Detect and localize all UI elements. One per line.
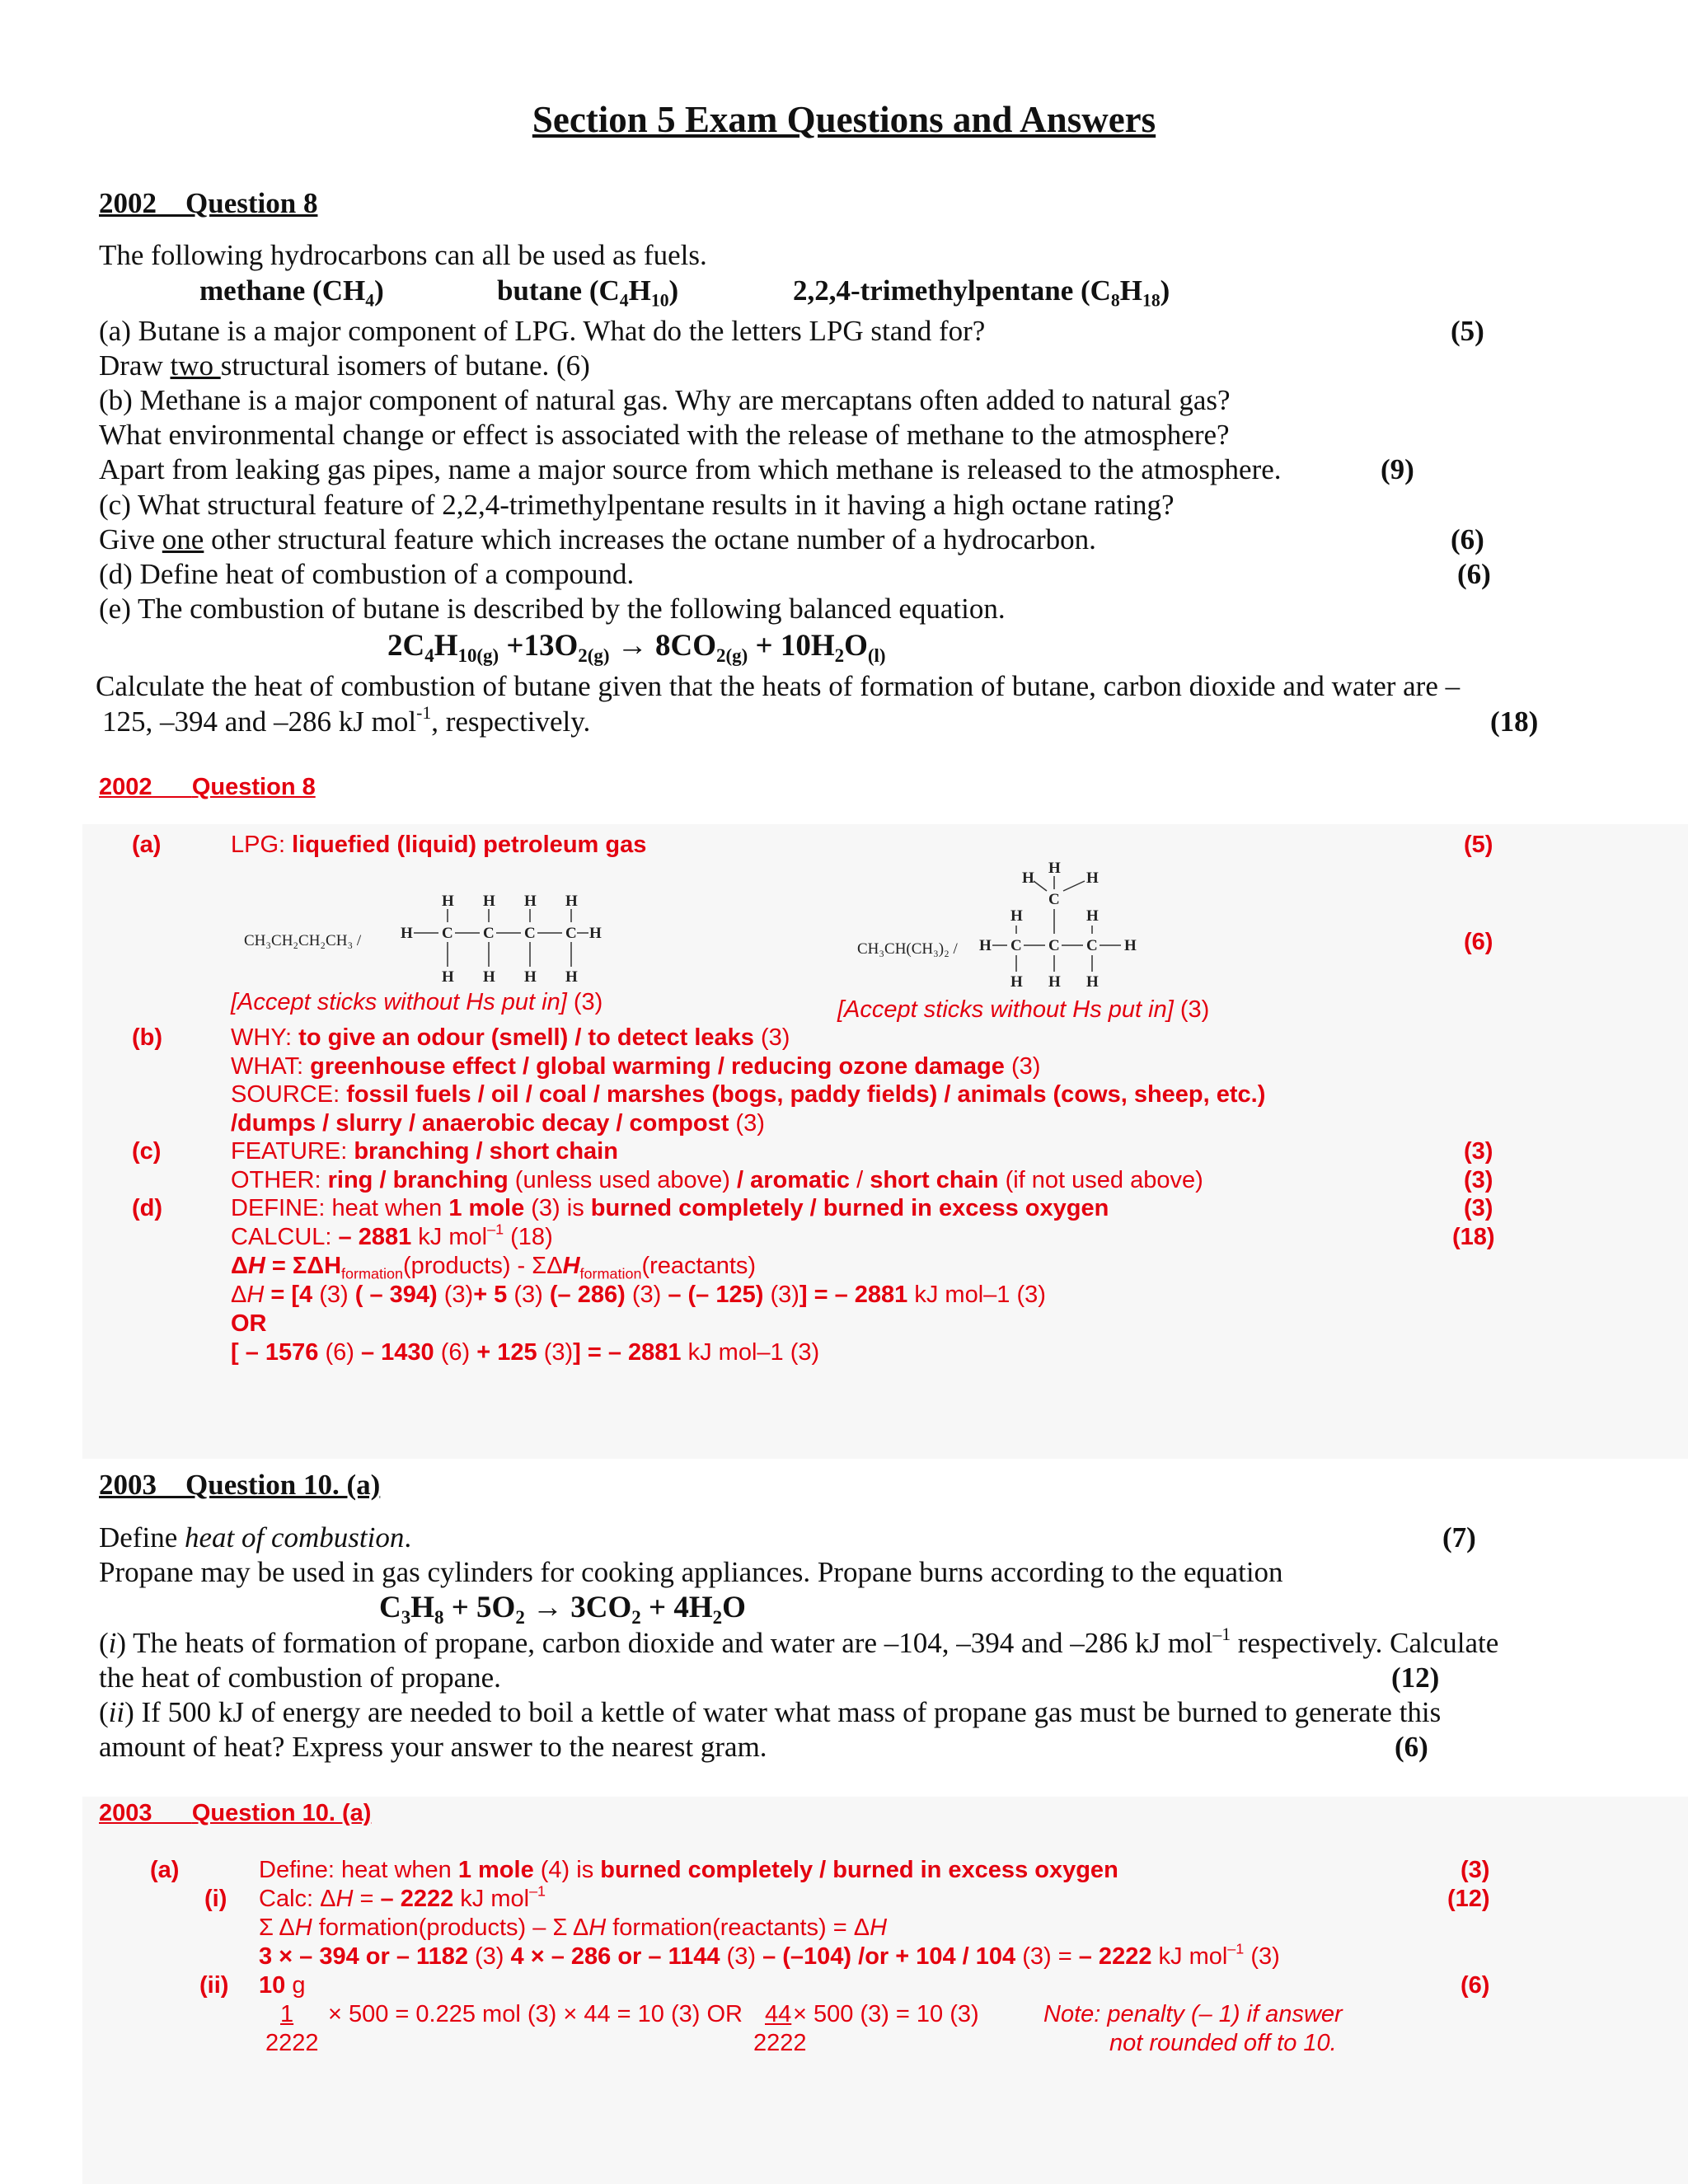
q2002-b-line3: Apart from leaking gas pipes, name a major source from which methane is released to the atmosphere. [99, 453, 1282, 485]
q2002-d-mark: (6) [1457, 558, 1491, 590]
a2002-why: WHY: to give an odour (smell) / to detect leaks (3) [231, 1024, 790, 1051]
svg-text:H: H [1010, 907, 1023, 925]
fuel-butane: butane $(C_4H_{10})$ [497, 274, 679, 311]
q2002-a-line1: (a) Butane is a major component of LPG. What do the letters LPG stand for? [99, 315, 986, 347]
a2003-calc-mark: (12) [1447, 1886, 1490, 1912]
q2003-ii-line1: (ii) If 500 kJ of energy are needed to boil a kettle of water what mass of propane gas must be burned to generate this [99, 1696, 1442, 1728]
q2002-calc-mark: (18) [1490, 705, 1539, 738]
a2002-dh-calc: ΔH = [4 (3) ( – 394) (3)+ 5 (3) (– 286) (3) – (– 125) (3)] = – 2881 kJ mol–1 (3) [231, 1282, 1046, 1308]
a2002-calcul: CALCUL: – 2881 kJ mol$^{-1}$ (18) [231, 1221, 553, 1250]
q2002-d-line: (d) Define heat of combustion of a compound. [99, 558, 635, 590]
a2002-dh-formula: $\Delta H = \Sigma\Delta H_{formation}(products)$ - $\Sigma\Delta H_{formation}(reactants)$ [231, 1253, 757, 1282]
a2002-feature-mark: (3) [1464, 1138, 1493, 1165]
q2002-b-line2: What environmental change or effect is associated with the release of methane to the atmosphere? [99, 419, 1230, 451]
svg-text:H: H [1086, 869, 1099, 887]
q2002-heading [99, 186, 317, 221]
q2002-equation: $2C_4H_{10(g)} +13O_{2(g)} \to 8CO_{2(g)} + 10H_2O_{(l)}$ [387, 629, 886, 667]
a2003-label-ii: (ii) [199, 1972, 229, 1999]
q2002-b-line1: (b) Methane is a major component of natural gas. Why are mercaptans often added to natural gas? [99, 384, 1231, 416]
q2003-ii-mark: (6) [1395, 1731, 1428, 1763]
svg-text:H: H [483, 968, 495, 986]
q2002-calc-line1: Calculate the heat of combustion of butane given that the heats of formation of butane, carbon dioxide and water are – [96, 670, 1461, 702]
a2003-frac1-den: 2222 [265, 2030, 319, 2056]
a2002-a-line: LPG: liquefied (liquid) petroleum gas [231, 832, 647, 858]
a2002-iso-mark: (6) [1464, 929, 1493, 955]
a2003-sum-formula: Σ ΔH formation(products) – Σ ΔH formation(reactants) = ΔH [259, 1915, 888, 1941]
q2002-c-mark: (6) [1451, 523, 1484, 555]
svg-text:H: H [1048, 973, 1061, 991]
a2003-line3: 3 × – 394 or – 1182 (3) 4 × – 286 or – 1144 (3) – (–104) /or + 104 / 104 (3) = – 2222 kJ mol$^{-1}$ (3) [259, 1940, 1280, 1970]
a2002-label-c: (c) [132, 1138, 162, 1165]
a2002-label-d: (d) [132, 1195, 163, 1221]
a2003-frac-text2: × 500 (3) = 10 (3) [793, 2001, 979, 2027]
a2002-a-mark: (5) [1464, 832, 1493, 858]
a2003-calc: Calc: ΔH = – 2222 kJ mol$^{-1}$ [259, 1882, 546, 1912]
a2002-what: WHAT: greenhouse effect / global warming / reducing ozone damage (3) [231, 1053, 1041, 1080]
a2003-define: Define: heat when 1 mole (4) is burned completely / burned in excess oxygen [259, 1857, 1118, 1883]
svg-text:C: C [1086, 937, 1098, 954]
a2003-heading: 2003 Question 10. (a) [99, 1800, 372, 1826]
svg-text:C: C [1010, 937, 1022, 954]
svg-text:C: C [524, 925, 536, 942]
q2003-define-mark: (7) [1442, 1521, 1476, 1554]
q2002-e-line: (e) The combustion of butane is described by the following balanced equation. [99, 593, 1006, 625]
svg-text:H: H [1022, 869, 1034, 887]
svg-text:H: H [1124, 937, 1137, 954]
a2002-label-b: (b) [132, 1024, 163, 1051]
a2002-source2: /dumps / slurry / anaerobic decay / compost (3) [231, 1110, 765, 1137]
q2003-i-line1: (i) The heats of formation of propane, carbon dioxide and water are –104, –394 and –286 kJ mol$^{-1}$ respectively. Calculate [99, 1624, 1499, 1659]
svg-text:H: H [1086, 973, 1099, 991]
a2002-other: OTHER: ring / branching (unless used above) / aromatic / short chain (if not used above) [231, 1167, 1203, 1193]
a2002-accept1: [Accept sticks without Hs put in] (3) [231, 989, 603, 1015]
svg-text:H: H [442, 893, 454, 910]
svg-text:H: H [442, 968, 454, 986]
q2003-i-line2: the heat of combustion of propane. [99, 1661, 501, 1694]
a2002-define-mark: (3) [1464, 1195, 1493, 1221]
answer-panel-2003 [82, 1797, 1688, 2184]
iso1-h-left: H [401, 925, 413, 942]
a2003-ii-answer: 10 g [259, 1972, 306, 1999]
svg-text:H: H [524, 968, 537, 986]
svg-text:H: H [589, 925, 602, 942]
a2003-frac1-num: 1 [280, 2001, 294, 2027]
fuel-trimethylpentane: 2,2,4-trimethylpentane $(C_8H_{18})$ [793, 274, 1170, 311]
q2002-year: 2002 [99, 187, 157, 219]
svg-text:C: C [483, 925, 495, 942]
q2003-define: Define heat of combustion. [99, 1521, 412, 1554]
isomer2-structure [979, 861, 1144, 993]
a2003-note1: Note: penalty (– 1) if answer [1043, 2001, 1343, 2027]
a2003-label-i: (i) [204, 1886, 227, 1912]
a2002-or: OR [231, 1310, 267, 1337]
a2003-note2: not rounded off to 10. [1109, 2030, 1337, 2056]
a2003-frac2-den: 2222 [753, 2030, 807, 2056]
svg-text:H: H [565, 893, 578, 910]
svg-text:H: H [1086, 907, 1099, 925]
svg-text:H: H [979, 937, 992, 954]
svg-text:H: H [1010, 973, 1023, 991]
q2003-ii-line2: amount of heat? Express your answer to the nearest gram. [99, 1731, 767, 1763]
q2002-a-line2: Draw two structural isomers of butane. (6) [99, 349, 590, 382]
a2003-frac-text1: × 500 = 0.225 mol (3) × 44 = 10 (3) OR [328, 2001, 743, 2027]
svg-text:C: C [1048, 891, 1060, 908]
svg-text:H: H [524, 893, 537, 910]
q2002-intro: The following hydrocarbons can all be used as fuels. [99, 239, 707, 271]
q2003-propane-line: Propane may be used in gas cylinders for cooking appliances. Propane burns according to the equation [99, 1556, 1283, 1588]
page-title: Section 5 Exam Questions and Answers [532, 99, 1156, 140]
q2003-i-mark: (12) [1391, 1661, 1440, 1694]
q2002-c-line2: Give one other structural feature which increases the octane number of a hydrocarbon. [99, 523, 1096, 555]
isomer1-formula: CH₃CH₂CH₂CH₃ / [244, 932, 362, 949]
svg-text:C: C [442, 925, 453, 942]
isomer2-formula: CH₃CH(CH₃)₂ / [857, 940, 958, 958]
svg-text:H: H [1048, 860, 1061, 877]
a2002-feature: FEATURE: branching / short chain [231, 1138, 618, 1165]
a2003-label-a: (a) [150, 1857, 180, 1883]
isomer1-structure [401, 891, 602, 990]
a2002-label-a: (a) [132, 832, 162, 858]
q2002-a-mark: (5) [1451, 315, 1484, 347]
q2002-calc-line2: 125, –394 and –286 kJ mol$^{-1}$, respectively. [102, 702, 591, 738]
q2002-b-mark: (9) [1381, 453, 1414, 485]
q2002-c-line1: (c) What structural feature of 2,2,4-trimethylpentane results in it having a high octane rating? [99, 489, 1175, 521]
a2002-heading: 2002 Question 8 [99, 774, 316, 800]
a2003-define-mark: (3) [1461, 1857, 1490, 1883]
q2002-title: Question 8 [185, 187, 318, 219]
svg-text:H: H [565, 968, 578, 986]
svg-text:C: C [565, 925, 577, 942]
svg-text:H: H [483, 893, 495, 910]
a2002-other-mark: (3) [1464, 1167, 1493, 1193]
a2002-define: DEFINE: heat when 1 mole (3) is burned completely / burned in excess oxygen [231, 1195, 1109, 1221]
a2002-alt-calc: [ – 1576 (6) – 1430 (6) + 125 (3)] = – 2881 kJ mol–1 (3) [231, 1339, 820, 1366]
a2002-source: SOURCE: fossil fuels / oil / coal / marshes (bogs, paddy fields) / animals (cows, sheep, etc.) [231, 1081, 1266, 1108]
a2003-frac2-num: 44 [765, 2001, 792, 2027]
a2003-ii-mark: (6) [1461, 1972, 1490, 1999]
a2002-calcul-mark: (18) [1452, 1224, 1495, 1250]
fuel-methane: methane $(CH_4)$ [199, 274, 384, 311]
q2003-equation: $C_3H_8 + 5O_2 \to 3CO_2 + 4H_2O$ [379, 1591, 746, 1629]
a2002-accept2: [Accept sticks without Hs put in] (3) [837, 996, 1210, 1023]
svg-text:C: C [1048, 937, 1060, 954]
q2003-heading: 2003 Question 10. (a) [99, 1469, 381, 1501]
